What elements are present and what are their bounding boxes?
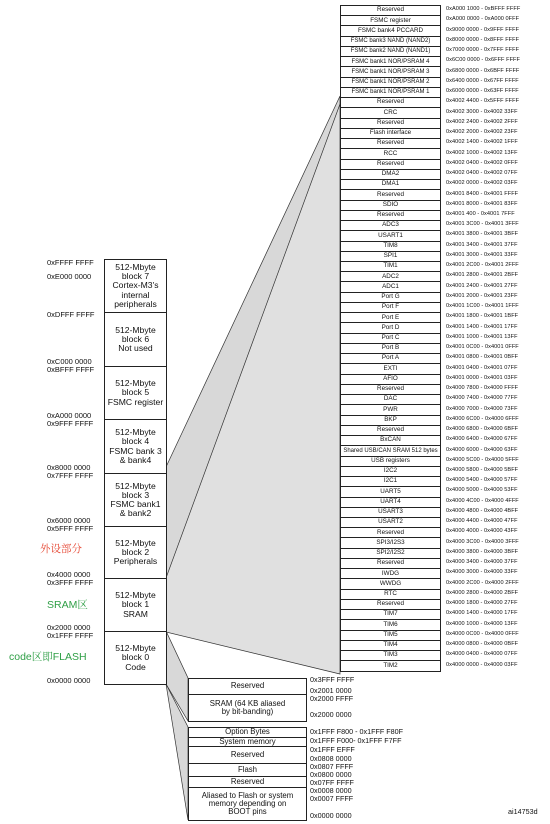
peripheral-address: 0x4001 3000 - 0x4001 33FF <box>446 251 518 258</box>
peripheral-address: 0x4001 2400 - 0x4001 27FF <box>446 282 518 289</box>
block-address: 0x7FFF FFFF <box>47 471 94 480</box>
code-address: 0x0008 0000 <box>310 786 352 795</box>
peripheral-address: 0x7000 0000 - 0x7FFF FFFF <box>446 47 520 54</box>
peripheral-address: 0x4002 0000 - 0x4002 03FF <box>446 180 518 187</box>
block-address: 0x8000 0000 <box>47 463 91 472</box>
peripheral-address: 0x4002 0400 - 0x4002 0FFF <box>446 159 518 166</box>
peripheral-address: 0xA000 0000 - 0xA000 0FFF <box>446 16 520 23</box>
peripheral-cell: FSMC bank3 NAND (NAND2) <box>340 36 441 47</box>
peripheral-address: 0x4000 3800 - 0x4000 3BFF <box>446 548 519 555</box>
code-address: 0x1FFF EFFF <box>310 745 355 754</box>
peripheral-cell: UART5 <box>340 486 441 497</box>
peripheral-cell: ADC2 <box>340 271 441 282</box>
peripheral-address: 0x4002 1000 - 0x4002 13FF <box>446 149 518 156</box>
peripheral-address: 0x6000 0000 - 0x63FF FFFF <box>446 88 519 95</box>
peripheral-cell: USART3 <box>340 507 441 518</box>
code-cell: Reserved <box>188 746 307 764</box>
code-address: 0x1FFF F000- 0x1FFF F7FF <box>310 736 402 745</box>
peripheral-cell: SPI2/I2S2 <box>340 548 441 559</box>
peripheral-cell: Port F <box>340 302 441 313</box>
peripheral-address: 0x4001 0800 - 0x4001 0BFF <box>446 354 519 361</box>
peripheral-cell: Reserved <box>340 558 441 569</box>
peripheral-address: 0x4001 2000 - 0x4001 23FF <box>446 292 518 299</box>
peripheral-address: 0x4000 0400 - 0x4000 07FF <box>446 651 518 658</box>
peripheral-cell: USB registers <box>340 456 441 467</box>
peripheral-address: 0x4001 3400 - 0x4001 37FF <box>446 241 518 248</box>
peripheral-address: 0x4002 4400 - 0x5FFF FFFF <box>446 98 520 105</box>
peripheral-address: 0x4002 2000 - 0x4002 23FF <box>446 129 518 136</box>
peripheral-address: 0x6400 0000 - 0x67FF FFFF <box>446 77 519 84</box>
peripheral-address: 0x4000 0C00 - 0x4000 0FFF <box>446 630 519 637</box>
peripheral-address: 0x4002 3000 - 0x4002 33FF <box>446 108 518 115</box>
code-address: 0x0800 0000 <box>310 770 352 779</box>
peripheral-cell: TIM5 <box>340 630 441 641</box>
peripheral-cell: Reserved <box>340 97 441 108</box>
peripheral-cell: DAC <box>340 394 441 405</box>
peripheral-address: 0x4000 4000 - 0x4000 43FF <box>446 528 518 535</box>
peripheral-cell: TIM7 <box>340 609 441 620</box>
peripheral-cell: TIM6 <box>340 619 441 630</box>
peripheral-address: 0x4000 6000 - 0x4000 63FF <box>446 446 518 453</box>
peripheral-address: 0x4000 2800 - 0x4000 2BFF <box>446 589 519 596</box>
peripheral-address: 0x4000 5800 - 0x4000 5BFF <box>446 467 519 473</box>
sram-address: 0x2000 FFFF <box>310 694 354 703</box>
block-address: 0xC000 0000 <box>47 357 92 366</box>
peripheral-address: 0x4000 1800 - 0x4000 27FF <box>446 600 518 607</box>
sram-address: 0x2001 0000 <box>310 686 352 695</box>
block-address: 0xE000 0000 <box>47 272 92 281</box>
sram-address: 0x2000 0000 <box>310 710 352 719</box>
code-cell: System memory <box>188 737 307 747</box>
peripheral-address: 0x4001 3800 - 0x4001 3BFF <box>446 231 519 238</box>
peripheral-address: 0x6C00 0000 - 0x6FFF FFFF <box>446 57 520 64</box>
peripheral-cell: FSMC bank1 NOR/PSRAM 3 <box>340 66 441 77</box>
block-2: 512-Mbyte block 2 Peripherals <box>104 526 167 579</box>
peripheral-cell: FSMC bank1 NOR/PSRAM 4 <box>340 56 441 67</box>
peripheral-address: 0x4001 2C00 - 0x4001 2FFF <box>446 262 519 269</box>
peripheral-cell: Port D <box>340 322 441 333</box>
peripheral-cell: I2C2 <box>340 466 441 477</box>
peripheral-address: 0x4000 5C00 - 0x4000 5FFF <box>446 456 519 463</box>
peripheral-address: 0x4000 5000 - 0x4000 53FF <box>446 487 518 494</box>
peripheral-cell: UART4 <box>340 497 441 508</box>
peripheral-cell: TIM4 <box>340 640 441 651</box>
block-address: 0x0000 0000 <box>47 676 91 685</box>
peripheral-address: 0x4000 6C00 - 0x4000 6FFF <box>446 415 519 422</box>
peripherals-annotation: 外设部分 <box>40 543 82 555</box>
peripheral-address: 0x4002 0400 - 0x4002 07FF <box>446 170 518 177</box>
peripheral-wedge <box>166 104 340 674</box>
peripheral-address: 0x4000 7400 - 0x4000 77FF <box>446 395 518 402</box>
peripheral-address: 0x4001 1400 - 0x4001 17FF <box>446 323 518 330</box>
code-address: 0x1FFF F800 - 0x1FFF F80F <box>310 727 404 736</box>
peripheral-cell: DMA1 <box>340 179 441 190</box>
peripheral-cell: WWDG <box>340 578 441 589</box>
peripheral-cell: TIM2 <box>340 660 441 671</box>
block-address: 0x6000 0000 <box>47 516 91 525</box>
block-address: 0xA000 0000 <box>47 411 92 420</box>
peripheral-address: 0x9000 0000 - 0x9FFF FFFF <box>446 26 520 33</box>
peripheral-cell: BKP <box>340 415 441 426</box>
block-7: 512-Mbyte block 7 Cortex-M3's internal peripherals <box>104 259 167 313</box>
code-cell: Aliased to Flash or system memory depending on BOOT pins <box>188 787 307 821</box>
peripheral-address: 0x4000 0800 - 0x4000 0BFF <box>446 641 519 648</box>
peripheral-address: 0x4002 2400 - 0x4002 2FFF <box>446 118 518 125</box>
figure-id: ai14753d <box>508 807 538 816</box>
peripheral-cell: FSMC register <box>340 15 441 26</box>
peripheral-cell: TIM1 <box>340 261 441 272</box>
peripheral-cell: Reserved <box>340 118 441 129</box>
block-address: 0x4000 0000 <box>47 570 91 579</box>
peripheral-cell: CRC <box>340 107 441 118</box>
block-5: 512-Mbyte block 5 FSMC register <box>104 366 167 420</box>
peripheral-cell: Reserved <box>340 425 441 436</box>
peripheral-cell: Reserved <box>340 384 441 395</box>
peripheral-cell: BxCAN <box>340 435 441 446</box>
peripheral-address: 0x4000 4800 - 0x4000 4BFF <box>446 507 519 514</box>
block-address: 0x9FFF FFFF <box>47 419 94 428</box>
peripheral-cell: ADC1 <box>340 281 441 292</box>
block-address: 0xFFFF FFFF <box>47 258 94 267</box>
peripheral-cell: RTC <box>340 589 441 600</box>
peripheral-address: 0xA000 1000 - 0xBFFF FFFF <box>446 6 521 13</box>
peripheral-cell: Reserved <box>340 599 441 610</box>
peripheral-address: 0x4000 2C00 - 0x4000 2FFF <box>446 579 519 586</box>
code-annotation: code区即FLASH <box>9 651 87 663</box>
peripheral-address: 0x4002 1400 - 0x4002 1FFF <box>446 139 518 146</box>
peripheral-address: 0x4001 400 - 0x4001 7FFF <box>446 211 515 217</box>
peripheral-cell: RCC <box>340 148 441 159</box>
peripheral-cell: Shared USB/CAN SRAM 512 bytes <box>340 445 441 456</box>
peripheral-address: 0x4000 5400 - 0x4000 57FF <box>446 477 518 484</box>
peripheral-cell: I2C1 <box>340 476 441 487</box>
peripheral-cell: Reserved <box>340 210 441 221</box>
block-address: 0x5FFF FFFF <box>47 524 94 533</box>
peripheral-address: 0x4001 1000 - 0x4001 13FF <box>446 333 518 340</box>
peripheral-address: 0x4000 7800 - 0x4000 FFFF <box>446 385 519 392</box>
peripheral-cell: TIM8 <box>340 241 441 252</box>
peripheral-address: 0x4000 6400 - 0x4000 67FF <box>446 436 518 443</box>
code-address: 0x07FF FFFF <box>310 778 354 787</box>
peripheral-cell: TIM3 <box>340 650 441 661</box>
peripheral-cell: USART2 <box>340 517 441 528</box>
peripheral-address: 0x4000 3400 - 0x4000 37FF <box>446 559 518 566</box>
code-cell: Flash <box>188 763 307 777</box>
peripheral-address: 0x4000 0000 - 0x4000 03FF <box>446 661 518 668</box>
peripheral-cell: IWDG <box>340 568 441 579</box>
block-6: 512-Mbyte block 6 Not used <box>104 312 167 367</box>
peripheral-cell: Port C <box>340 333 441 344</box>
peripheral-address: 0x4000 4400 - 0x4000 47FF <box>446 518 518 525</box>
peripheral-cell: Reserved <box>340 189 441 200</box>
block-address: 0xDFFF FFFF <box>47 310 95 319</box>
peripheral-cell: Reserved <box>340 138 441 149</box>
code-address: 0x0007 FFFF <box>310 794 354 803</box>
peripheral-address: 0x8000 0000 - 0x8FFF FFFF <box>446 36 520 43</box>
peripheral-address: 0x4001 0000 - 0x4001 03FF <box>446 374 518 381</box>
code-address: 0x0000 0000 <box>310 811 352 820</box>
block-address: 0x1FFF FFFF <box>47 631 94 640</box>
peripheral-address: 0x4000 1400 - 0x4000 17FF <box>446 610 518 617</box>
peripheral-cell: ADC3 <box>340 220 441 231</box>
peripheral-cell: Reserved <box>340 527 441 538</box>
peripheral-cell: SDIO <box>340 200 441 211</box>
peripheral-address: 0x4000 6800 - 0x4000 6BFF <box>446 426 519 433</box>
peripheral-cell: FSMC bank1 NOR/PSRAM 2 <box>340 77 441 88</box>
code-address: 0x0807 FFFF <box>310 762 354 771</box>
block-1: 512-Mbyte block 1 SRAM <box>104 578 167 632</box>
code-address: 0x0808 0000 <box>310 754 352 763</box>
peripheral-address: 0x4001 2800 - 0x4001 2BFF <box>446 272 519 279</box>
peripheral-cell: Reserved <box>340 5 441 16</box>
peripheral-address: 0x4001 8000 - 0x4001 83FF <box>446 200 518 207</box>
peripheral-address: 0x4000 3000 - 0x4000 33FF <box>446 569 518 576</box>
peripheral-address: 0x4000 1000 - 0x4000 13FF <box>446 620 518 627</box>
peripheral-address: 0x6800 0000 - 0x6BFF FFFF <box>446 67 520 74</box>
peripheral-cell: Port G <box>340 292 441 303</box>
block-0: 512-Mbyte block 0 Code <box>104 631 167 685</box>
peripheral-address: 0x4001 0C00 - 0x4001 0FFF <box>446 344 519 351</box>
peripheral-cell: USART1 <box>340 230 441 241</box>
peripheral-address: 0x4001 0400 - 0x4001 07FF <box>446 364 518 371</box>
peripheral-cell: Port A <box>340 353 441 364</box>
block-3: 512-Mbyte block 3 FSMC bank1 & bank2 <box>104 473 167 527</box>
code-cell: Option Bytes <box>188 727 307 738</box>
sram-cell: SRAM (64 KB aliased by bit-banding) <box>188 694 307 722</box>
block-address: 0xBFFF FFFF <box>47 365 95 374</box>
peripheral-address: 0x4000 4C00 - 0x4000 4FFF <box>446 497 519 504</box>
block-4: 512-Mbyte block 4 FSMC bank 3 & bank4 <box>104 419 167 474</box>
peripheral-cell: FSMC bank4 PCCARD <box>340 25 441 36</box>
block-address: 0x2000 0000 <box>47 623 91 632</box>
peripheral-cell: FSMC bank2 NAND (NAND1) <box>340 46 441 57</box>
peripheral-address: 0x4000 7000 - 0x4000 73FF <box>446 405 518 412</box>
peripheral-cell: FSMC bank1 NOR/PSRAM 1 <box>340 87 441 98</box>
peripheral-address: 0x4001 8400 - 0x4001 FFFF <box>446 190 519 197</box>
peripheral-cell: SPI3/I2S3 <box>340 537 441 548</box>
sram-annotation: SRAM区 <box>47 599 88 611</box>
peripheral-address: 0x4001 3C00 - 0x4001 3FFF <box>446 221 519 228</box>
peripheral-cell: SPI1 <box>340 251 441 262</box>
sram-address: 0x3FFF FFFF <box>310 675 355 684</box>
peripheral-cell: AFIO <box>340 374 441 385</box>
peripheral-cell: Port E <box>340 312 441 323</box>
peripheral-address: 0x4001 1800 - 0x4001 1BFF <box>446 313 519 320</box>
peripheral-cell: DMA2 <box>340 169 441 180</box>
sram-cell: Reserved <box>188 678 307 695</box>
peripheral-cell: PWR <box>340 404 441 415</box>
peripheral-cell: Flash interface <box>340 128 441 139</box>
peripheral-address: 0x4001 1C00 - 0x4001 1FFF <box>446 303 519 310</box>
peripheral-cell: Reserved <box>340 159 441 170</box>
code-cell: Reserved <box>188 776 307 788</box>
block-address: 0x3FFF FFFF <box>47 578 94 587</box>
peripheral-cell: EXTI <box>340 363 441 374</box>
peripheral-cell: Port B <box>340 343 441 354</box>
peripheral-address: 0x4000 3C00 - 0x4000 3FFF <box>446 538 519 545</box>
